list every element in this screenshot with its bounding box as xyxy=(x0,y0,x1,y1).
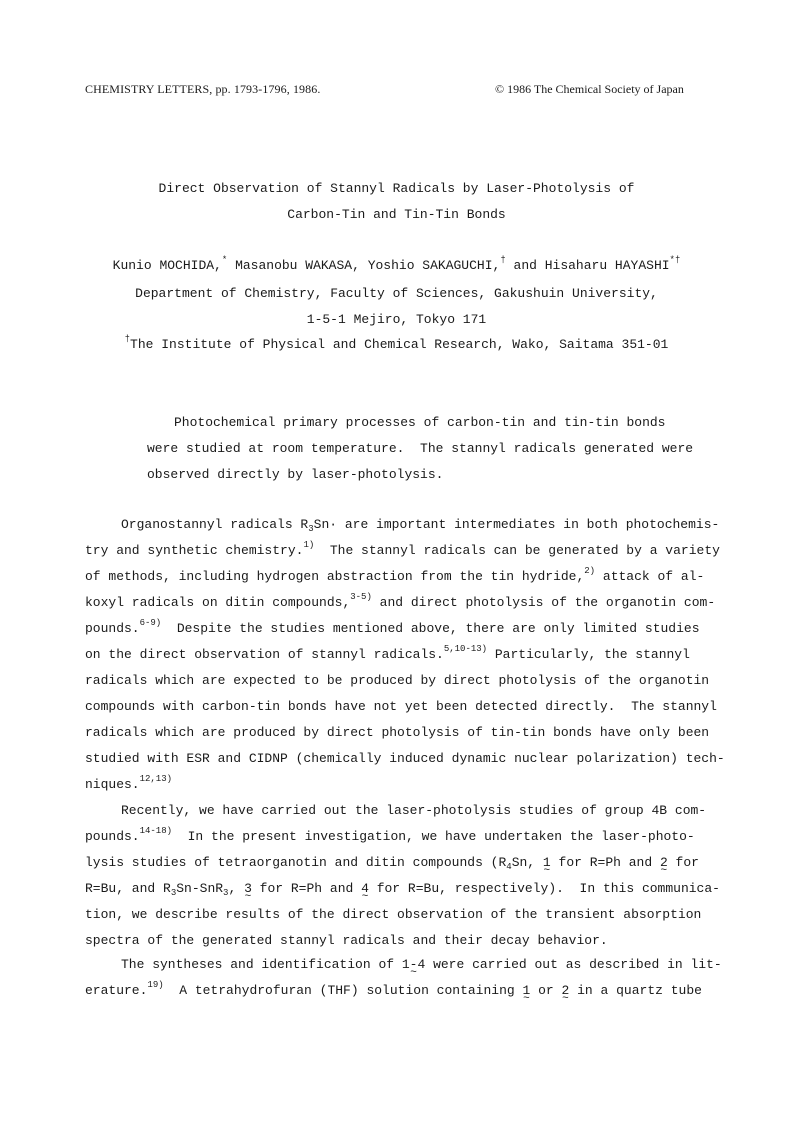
author-1: Kunio MOCHIDA, xyxy=(112,258,222,273)
body-line: tion, we describe results of the direct observation of the transient absorption xyxy=(85,907,702,922)
copyright-notice: © 1986 The Chemical Society of Japan xyxy=(495,82,684,96)
compound-number: 4 ~ xyxy=(361,881,369,896)
author-4: and Hisaharu HAYASHI xyxy=(505,258,670,273)
body-line: on the direct observation of stannyl radicals.$^{5,10-13)}$ Particularly, the stannyl xyxy=(85,644,690,662)
body-line: radicals which are expected to be produced by direct photolysis of the organotin xyxy=(85,673,710,688)
citation: 3-5) xyxy=(350,592,372,602)
body-line: spectra of the generated stannyl radicals and their decay behavior. xyxy=(85,933,608,948)
body-line: studied with ESR and CIDNP (chemically induced dynamic nuclear polarization) tech- xyxy=(85,751,725,766)
journal-citation: CHEMISTRY LETTERS, pp. 1793-1796, 1986. xyxy=(85,82,321,96)
authors-2-3: Masanobu WAKASA, Yoshio SAKAGUCHI, xyxy=(227,258,501,273)
body-line: niques.$^{12,13)}$ xyxy=(85,774,173,792)
body-line: Organostannyl radicals $R_3Sn\cdot$ are important intermediates in both photochemis- xyxy=(121,517,720,534)
corresponding-dagger-mark: *† xyxy=(669,255,681,265)
affiliation-line-2: 1-5-1 Mejiro, Tokyo 171 xyxy=(306,312,487,327)
citation: 5,10-13) xyxy=(443,644,488,654)
citation: 6-9) xyxy=(139,618,162,628)
citation: 2) xyxy=(584,566,596,576)
body-line: koxyl radicals on ditin compounds,$^{3-5)}$ and direct photolysis of the organotin com- xyxy=(85,592,716,610)
body-line: radicals which are produced by direct photolysis of tin-tin bonds have only been xyxy=(85,725,710,740)
paper-title-line-2: Carbon-Tin and Tin-Tin Bonds xyxy=(287,207,506,222)
body-line: of methods, including hydrogen abstraction from the tin hydride,$^{2)}$ attack of al- xyxy=(85,566,705,584)
abstract-line-2: were studied at room temperature. The stannyl radicals generated were xyxy=(147,441,694,456)
compound-range: 1-4 ~ xyxy=(402,957,425,972)
paper-title-line-1: Direct Observation of Stannyl Radicals by Laser-Photolysis of xyxy=(158,181,635,196)
body-line: erature.$^{19)}$ A tetrahydrofuran (THF) solution containing 1 ~ or 2 ~ in a quartz tube xyxy=(85,983,702,998)
body-line: pounds.$^{6-9)}$ Despite the studies mentioned above, there are only limited studies xyxy=(85,618,700,636)
compound-number: 1 ~ xyxy=(543,855,551,870)
corresponding-mark: * xyxy=(221,255,228,265)
citation: 19) xyxy=(147,980,164,990)
affiliation-line-3: †The Institute of Physical and Chemical Research, Wako, Saitama 351-01 xyxy=(124,334,669,352)
author-list xyxy=(0,255,793,273)
affiliation-line-1: Department of Chemistry, Faculty of Sciences, Gakushuin University, xyxy=(135,286,658,301)
body-line: lysis studies of tetraorganotin and ditin compounds ($R_4Sn$, 1 ~ for R=Ph and 2 ~ for xyxy=(85,855,699,870)
body-line: compounds with carbon-tin bonds have not yet been detected directly. The stannyl xyxy=(85,699,717,714)
citation: 1) xyxy=(303,540,315,550)
dagger-mark: † xyxy=(500,255,506,265)
citation: 12,13) xyxy=(139,774,173,784)
body-line: The syntheses and identification of 1-4 ~ were carried out as described in lit- xyxy=(121,957,722,972)
body-line: pounds.$^{14-18)}$ In the present investigation, we have undertaken the laser-photo- xyxy=(85,826,695,844)
compound-number: 1 ~ xyxy=(522,983,530,998)
compound-number: 2 ~ xyxy=(562,983,570,998)
body-line: Recently, we have carried out the laser-photolysis studies of group 4B com- xyxy=(121,803,707,818)
abstract-line-3: observed directly by laser-photolysis. xyxy=(147,467,444,482)
citation: 14-18) xyxy=(139,826,173,836)
abstract-line-1: Photochemical primary processes of carbon-tin and tin-tin bonds xyxy=(174,415,666,430)
dagger-mark: † xyxy=(124,334,131,344)
compound-number: 3 ~ xyxy=(244,881,252,896)
body-line: try and synthetic chemistry.$^{1)}$ The stannyl radicals can be generated by a variety xyxy=(85,540,720,558)
compound-number: 2 ~ xyxy=(660,855,668,870)
body-line: R=Bu, and $R_3Sn-SnR_3$, 3 ~ for R=Ph and 4 ~ for R=Bu, respectively). In this communica- xyxy=(85,881,720,896)
